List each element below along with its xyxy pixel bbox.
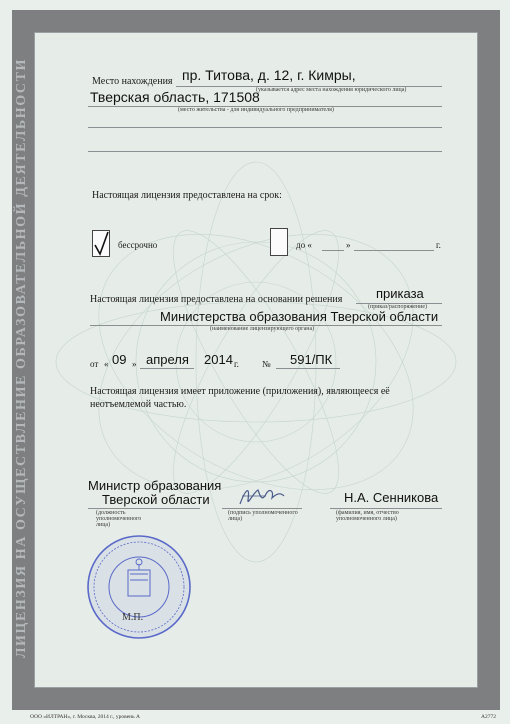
term-until-suffix: г. (436, 240, 441, 250)
name-hint: (фамилия, имя, отчество уполномоченного лица) (336, 510, 399, 522)
basis-authority-hint: (наименование лицензирующего органа) (210, 326, 315, 332)
appendix-text-1: Настоящая лицензия имеет приложение (приложения), являющееся её (90, 386, 390, 397)
signature-hint: (подпись уполномоченного лица) (228, 510, 298, 522)
date-quote-close: » (132, 359, 137, 369)
basis-label: Настоящая лицензия предоставлена на основании решения (90, 294, 343, 305)
term-label: Настоящая лицензия предоставлена на срок: (92, 190, 282, 201)
checkmark-icon (93, 231, 109, 256)
appendix-text-2: неотъемлемой частью. (90, 399, 187, 410)
license-order-number: 591/ПК (290, 352, 333, 367)
location-address-line2: Тверская область, 171508 (90, 89, 260, 105)
signer-name: Н.А. Сенникова (344, 490, 439, 505)
form-code: А2772 (481, 714, 496, 720)
until-checkbox (270, 228, 288, 256)
term-unlimited-label: бессрочно (118, 240, 158, 250)
printer-footer: ООО «ИЛТРАН», г. Москва, 2014 г., уровень А (30, 714, 140, 720)
date-quote-open: « (104, 359, 109, 369)
location-address-line1: пр. Титова, д. 12, г. Кимры, (182, 67, 356, 83)
handwritten-signature (236, 484, 286, 510)
date-from-label: от (90, 359, 99, 369)
location-hint-1: (указывается адрес места нахождения юридического лица) (256, 87, 407, 93)
date-year-suffix: г. (234, 359, 239, 369)
basis-authority: Министерства образования Тверской области (160, 309, 439, 324)
term-until-prefix: до « (296, 240, 312, 250)
basis-doc-type: приказа (376, 286, 424, 301)
side-banner-text: ЛИЦЕНЗИЯ НА ОСУЩЕСТВЛЕНИЕ ОБРАЗОВАТЕЛЬНОЙ ДЕЯТЕЛЬНОСТИ (14, 57, 29, 659)
date-month: апреля (146, 352, 189, 367)
official-seal (86, 534, 192, 640)
number-label: № (262, 359, 271, 369)
stamp-mp-label: М.П. (122, 612, 144, 623)
position-hint: (должность уполномоченного лица) (96, 510, 142, 528)
basis-doc-hint: (приказ/распоряжение) (368, 304, 428, 310)
location-hint-2: (место жительства - для индивидуального предпринимателя) (178, 107, 334, 113)
signer-position-line2: Тверской области (102, 492, 210, 507)
unlimited-checkbox (92, 230, 110, 257)
date-day: 09 (112, 352, 127, 367)
date-year: 2014 (204, 352, 233, 367)
location-label: Место нахождения (92, 76, 173, 87)
signer-position-line1: Министр образования (88, 478, 222, 493)
term-until-mid: » (346, 240, 351, 250)
